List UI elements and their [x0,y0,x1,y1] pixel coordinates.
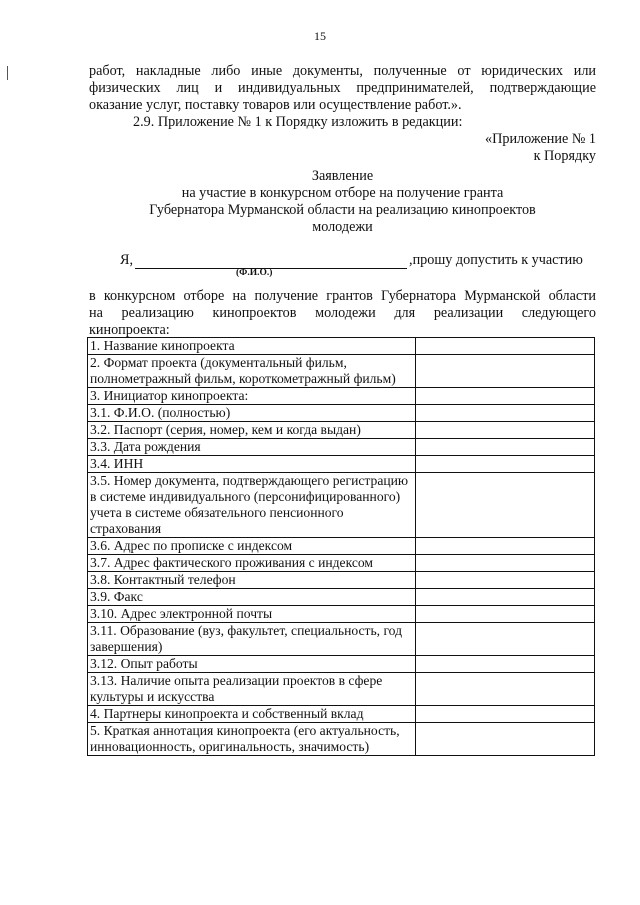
row-label: 3.2. Паспорт (серия, номер, кем и когда выдан) [88,422,416,439]
fio-blank-field[interactable] [135,254,407,269]
row-value-cell[interactable] [416,723,595,756]
table-row [88,422,595,439]
table-row [88,473,595,538]
table-row [88,589,595,606]
row-value-cell[interactable] [416,405,595,422]
row-value-cell[interactable] [416,589,595,606]
row-value-cell[interactable] [416,355,595,388]
row-label: 3.12. Опыт работы [88,656,416,673]
row-value-cell[interactable] [416,338,595,355]
table-row [88,673,595,706]
row-value-cell[interactable] [416,623,595,656]
row-label: 2. Формат проекта (документальный фильм, полнометражный фильм, короткометражный фильм) [88,355,416,388]
margin-mark [7,66,8,80]
table-row [88,706,595,723]
row-label: 3.3. Дата рождения [88,439,416,456]
table-row [88,338,595,355]
table-row [88,388,595,405]
row-label: 3.6. Адрес по прописке с индексом [88,538,416,555]
row-label: 3.7. Адрес фактического проживания с индексом [88,555,416,572]
row-label: 1. Название кинопроекта [88,338,416,355]
table-row [88,538,595,555]
intro-text [89,63,596,114]
appendix-reference [485,131,596,165]
row-value-cell[interactable] [416,456,595,473]
row-label: 3.4. ИНН [88,456,416,473]
title-line-4: молодежи [312,219,373,235]
row-label: 3.13. Наличие опыта реализации проектов в сфере культуры и искусства [88,673,416,706]
table-row [88,606,595,623]
intro-line-1: работ, накладные либо иные документы, полученные от юридических или [89,63,596,79]
row-label: 3.10. Адрес электронной почты [88,606,416,623]
table-row [88,439,595,456]
row-value-cell[interactable] [416,388,595,405]
table-row [88,656,595,673]
row-label: 3. Инициатор кинопроекта: [88,388,416,405]
row-value-cell[interactable] [416,422,595,439]
intro-line-2: физических лиц и индивидуальных предпринимателей, подтверждающие [89,80,596,96]
intro-line-3: оказание услуг, поставку товаров или осуществление работ.». [89,97,462,113]
paragraph-line-3: кинопроекта: [89,322,170,338]
title-line-2: на участие в конкурсном отборе на получение гранта [181,185,504,201]
row-label: 3.11. Образование (вуз, факультет, специальность, год завершения) [88,623,416,656]
row-value-cell[interactable] [416,555,595,572]
application-table [87,337,595,756]
row-label: 3.9. Факс [88,589,416,606]
row-value-cell[interactable] [416,706,595,723]
row-label: 4. Партнеры кинопроекта и собственный вклад [88,706,416,723]
request-suffix: ,прошу допустить к участию [409,252,583,268]
row-label: 5. Краткая аннотация кинопроекта (его актуальность, инновационность, оригинальность, значимость) [88,723,416,756]
fio-caption: (Ф.И.О.) [236,268,273,278]
table-row [88,355,595,388]
page-number: 15 [314,29,326,43]
request-prefix: Я, [120,252,134,268]
table-row [88,555,595,572]
document-title [89,168,596,236]
row-value-cell[interactable] [416,572,595,589]
row-value-cell[interactable] [416,439,595,456]
row-label: 3.1. Ф.И.О. (полностью) [88,405,416,422]
paragraph-line-2: на реализацию кинопроектов молодежи для реализации следующего [89,305,596,321]
appendix-ref-line-2: к Порядку [533,148,596,164]
row-value-cell[interactable] [416,656,595,673]
paragraph-line-1: в конкурсном отборе на получение грантов Губернатора Мурманской области [89,288,596,304]
row-label: 3.5. Номер документа, подтверждающего регистрацию в системе индивидуального (персонифицированного) учета в системе обязательного пенсионного страхования [88,473,416,538]
table-row [88,405,595,422]
table-row [88,623,595,656]
row-value-cell[interactable] [416,673,595,706]
row-label: 3.8. Контактный телефон [88,572,416,589]
table-row [88,572,595,589]
row-value-cell[interactable] [416,538,595,555]
clause-2-9: 2.9. Приложение № 1 к Порядку изложить в редакции: [133,114,463,130]
title-line-1: Заявление [311,168,374,184]
request-line [120,252,596,269]
table-row [88,723,595,756]
row-value-cell[interactable] [416,606,595,623]
table-row [88,456,595,473]
row-value-cell[interactable] [416,473,595,538]
title-line-3: Губернатора Мурманской области на реализацию кинопроектов [149,202,536,218]
request-paragraph [89,288,596,339]
appendix-ref-line-1: «Приложение № 1 [485,131,596,147]
